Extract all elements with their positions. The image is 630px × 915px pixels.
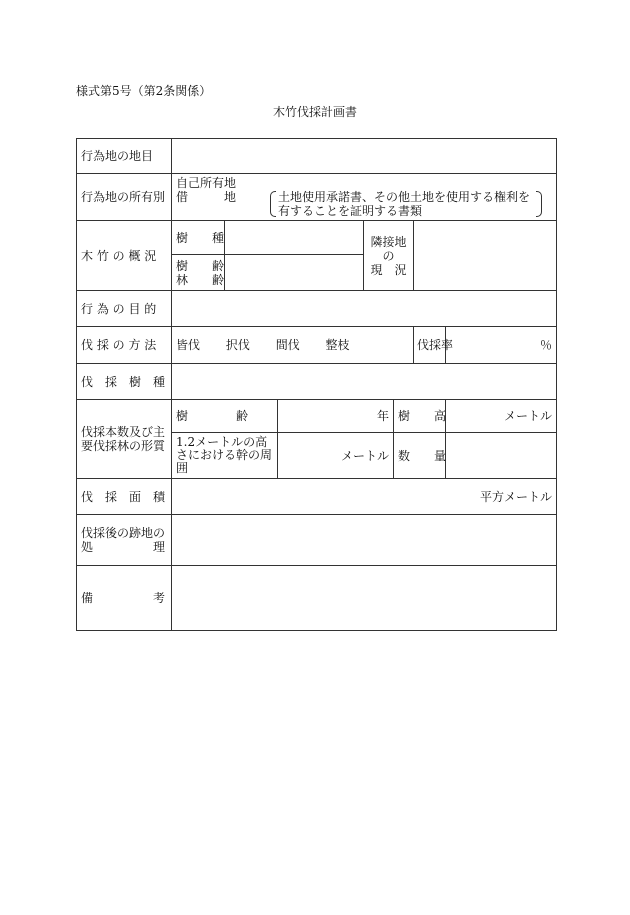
document-title: 木竹伐採計画書 xyxy=(272,105,357,119)
species-label: 樹 種 xyxy=(172,221,225,255)
row-land-category xyxy=(77,139,557,174)
row-overview-species xyxy=(77,221,557,255)
trunk-field[interactable] xyxy=(278,433,394,479)
cut-rate-label: 伐採率 xyxy=(414,327,446,364)
method-option-clearcut[interactable]: 皆伐 xyxy=(176,338,201,352)
cut-rate-unit: ％ xyxy=(540,338,553,352)
method-option-selective[interactable]: 択伐 xyxy=(225,338,250,352)
cut-species-field[interactable] xyxy=(172,364,557,400)
ownership-field[interactable] xyxy=(172,174,557,221)
after-label-line1: 伐採後の跡地の xyxy=(81,526,166,540)
adjacent-land-field[interactable] xyxy=(414,221,557,291)
row-after-treatment xyxy=(77,515,557,566)
cut-rate-field[interactable] xyxy=(446,327,557,364)
overview-label: 木 竹 の 概 況 xyxy=(77,221,172,291)
area-unit: 平方メートル xyxy=(480,489,553,504)
row-cut-species xyxy=(77,364,557,400)
row-area xyxy=(77,479,557,515)
trunk-label: 1.2メートルの高さにおける幹の周囲 xyxy=(172,433,278,479)
count-label: 伐採本数及び主要伐採林の形質 xyxy=(77,400,172,479)
species-field[interactable] xyxy=(225,221,364,255)
row-purpose xyxy=(77,291,557,327)
age-labels xyxy=(172,255,225,291)
method-option-pruning[interactable]: 整枝 xyxy=(325,338,350,352)
adjacent-label-line3: 現 況 xyxy=(370,262,407,277)
land-category-label: 行為地の地目 xyxy=(77,139,172,174)
age-field[interactable] xyxy=(225,255,364,291)
tree-age-label: 樹 齢 xyxy=(172,400,278,433)
cut-species-label: 伐 採 樹 種 xyxy=(77,364,172,400)
tree-age-field[interactable] xyxy=(278,400,394,433)
trunk-unit: メートル xyxy=(340,448,389,463)
after-treatment-label xyxy=(77,515,172,566)
tree-height-unit: メートル xyxy=(504,409,553,423)
after-label-line2: 処 理 xyxy=(81,540,166,554)
purpose-field[interactable] xyxy=(172,291,557,327)
row-ownership xyxy=(77,174,557,221)
ownership-lease-note: 土地使用承諾書、その他土地を使用する権利を有することを証明する書類 xyxy=(270,190,542,218)
ownership-label: 行為地の所有別 xyxy=(77,174,172,221)
tree-height-field[interactable] xyxy=(446,400,557,433)
ownership-own-option: 自己所有地 xyxy=(176,176,237,190)
tree-height-label: 樹 高 xyxy=(394,400,446,433)
form-number: 様式第5号（第2条関係） xyxy=(76,84,212,98)
remarks-label: 備 考 xyxy=(77,566,172,631)
purpose-label: 行 為 の 目 的 xyxy=(77,291,172,327)
after-treatment-field[interactable] xyxy=(172,515,557,566)
ownership-lease-option: 借 地 xyxy=(176,190,237,204)
land-category-field[interactable] xyxy=(172,139,557,174)
method-options[interactable] xyxy=(172,327,414,364)
method-label: 伐 採 の 方 法 xyxy=(77,327,172,364)
adjacent-label-line1: 隣接地 xyxy=(370,234,407,249)
quantity-field[interactable] xyxy=(446,433,557,479)
remarks-field[interactable] xyxy=(172,566,557,631)
row-remarks xyxy=(77,566,557,631)
quantity-label: 数 量 xyxy=(394,433,446,479)
row-method xyxy=(77,327,557,364)
adjacent-land-label xyxy=(364,221,414,291)
tree-age-unit: 年 xyxy=(376,409,389,423)
felling-plan-form xyxy=(76,138,557,631)
adjacent-label-line2: の xyxy=(382,248,395,263)
method-option-thinning[interactable]: 間伐 xyxy=(275,338,300,352)
row-count-age xyxy=(77,400,557,433)
forest-age-label: 林 齢 xyxy=(176,272,225,287)
area-field[interactable] xyxy=(172,479,557,515)
tree-age-label: 樹 齢 xyxy=(176,258,225,273)
area-label: 伐 採 面 積 xyxy=(77,479,172,515)
